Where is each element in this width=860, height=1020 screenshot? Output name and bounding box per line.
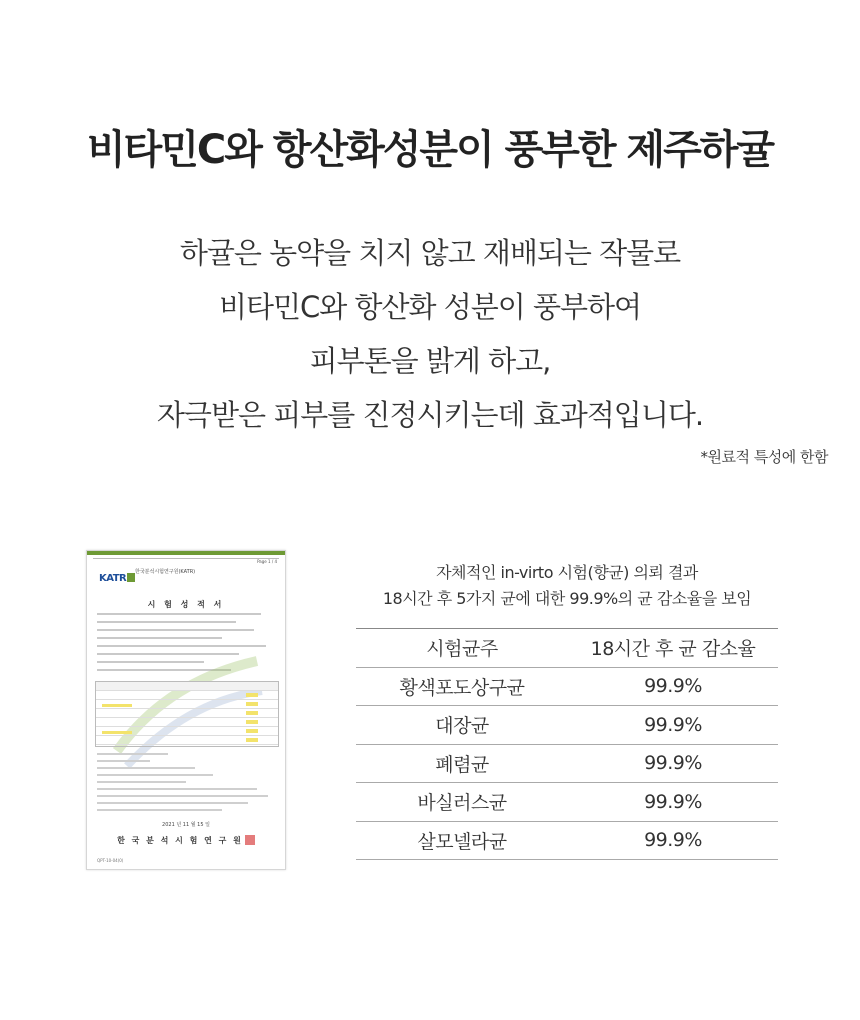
study-caption-line: 자체적인 in-virto 시험(향균) 의뢰 결과 (436, 563, 698, 582)
description-line: 하귤은 농약을 치지 않고 재배되는 작물로 (179, 236, 681, 270)
seal-stamp-icon (245, 835, 255, 845)
certificate-date: 2021 년 11 월 15 일 (162, 822, 210, 828)
description-line: 피부톤을 밝게 하고, (309, 344, 551, 378)
reduction-rate: 99.9% (568, 706, 778, 745)
description-line: 자극받은 피부를 진정시키는데 효과적입니다. (156, 398, 704, 432)
results-header-row (356, 629, 778, 668)
header-reduction: 18시간 후 균 감소율 (568, 629, 778, 668)
strain-name: 폐렴균 (356, 744, 568, 783)
certificate-footer: QPT-10-04(0) (97, 858, 124, 863)
certificate-notes-lines (97, 753, 275, 816)
strain-name: 바실러스균 (356, 783, 568, 822)
certificate-top-bar (87, 551, 285, 555)
reduction-rate: 99.9% (568, 783, 778, 822)
certificate-signature-text: 한 국 분 석 시 험 연 구 원 (117, 836, 243, 845)
strain-name: 살모넬라균 (356, 821, 568, 860)
reduction-rate: 99.9% (568, 744, 778, 783)
description-line: 비타민C와 항산화 성분이 풍부하여 (218, 290, 642, 324)
katr-logo (99, 573, 135, 584)
certificate-results-table (95, 681, 279, 747)
study-caption (356, 560, 778, 612)
test-certificate-image (86, 550, 286, 870)
table-row (356, 667, 778, 706)
page-title: 비타민C와 항산화성분이 풍부한 제주하귤 (86, 127, 773, 173)
certificate-page-number: Page 1 / 4 (257, 559, 277, 564)
strain-name: 황색포도상구균 (356, 667, 568, 706)
reduction-rate: 99.9% (568, 667, 778, 706)
strain-name: 대장균 (356, 706, 568, 745)
description (0, 226, 860, 442)
table-row (356, 706, 778, 745)
results-table (356, 628, 778, 860)
certificate-org-name: 한국분석시험연구원(KATR) (135, 569, 196, 575)
header-strain: 시험균주 (356, 629, 568, 668)
study-caption-line: 18시간 후 5가지 균에 대한 99.9%의 균 감소율을 보임 (382, 589, 752, 608)
table-row (356, 821, 778, 860)
certificate-header-line (93, 558, 279, 559)
katr-logo-text: KATR (99, 573, 127, 584)
footnote: *원료적 특성에 한함 (700, 448, 828, 466)
table-row (356, 744, 778, 783)
certificate-signature (87, 835, 285, 846)
certificate-title: 시 험 성 적 서 (147, 600, 225, 609)
reduction-rate: 99.9% (568, 821, 778, 860)
table-row (356, 783, 778, 822)
